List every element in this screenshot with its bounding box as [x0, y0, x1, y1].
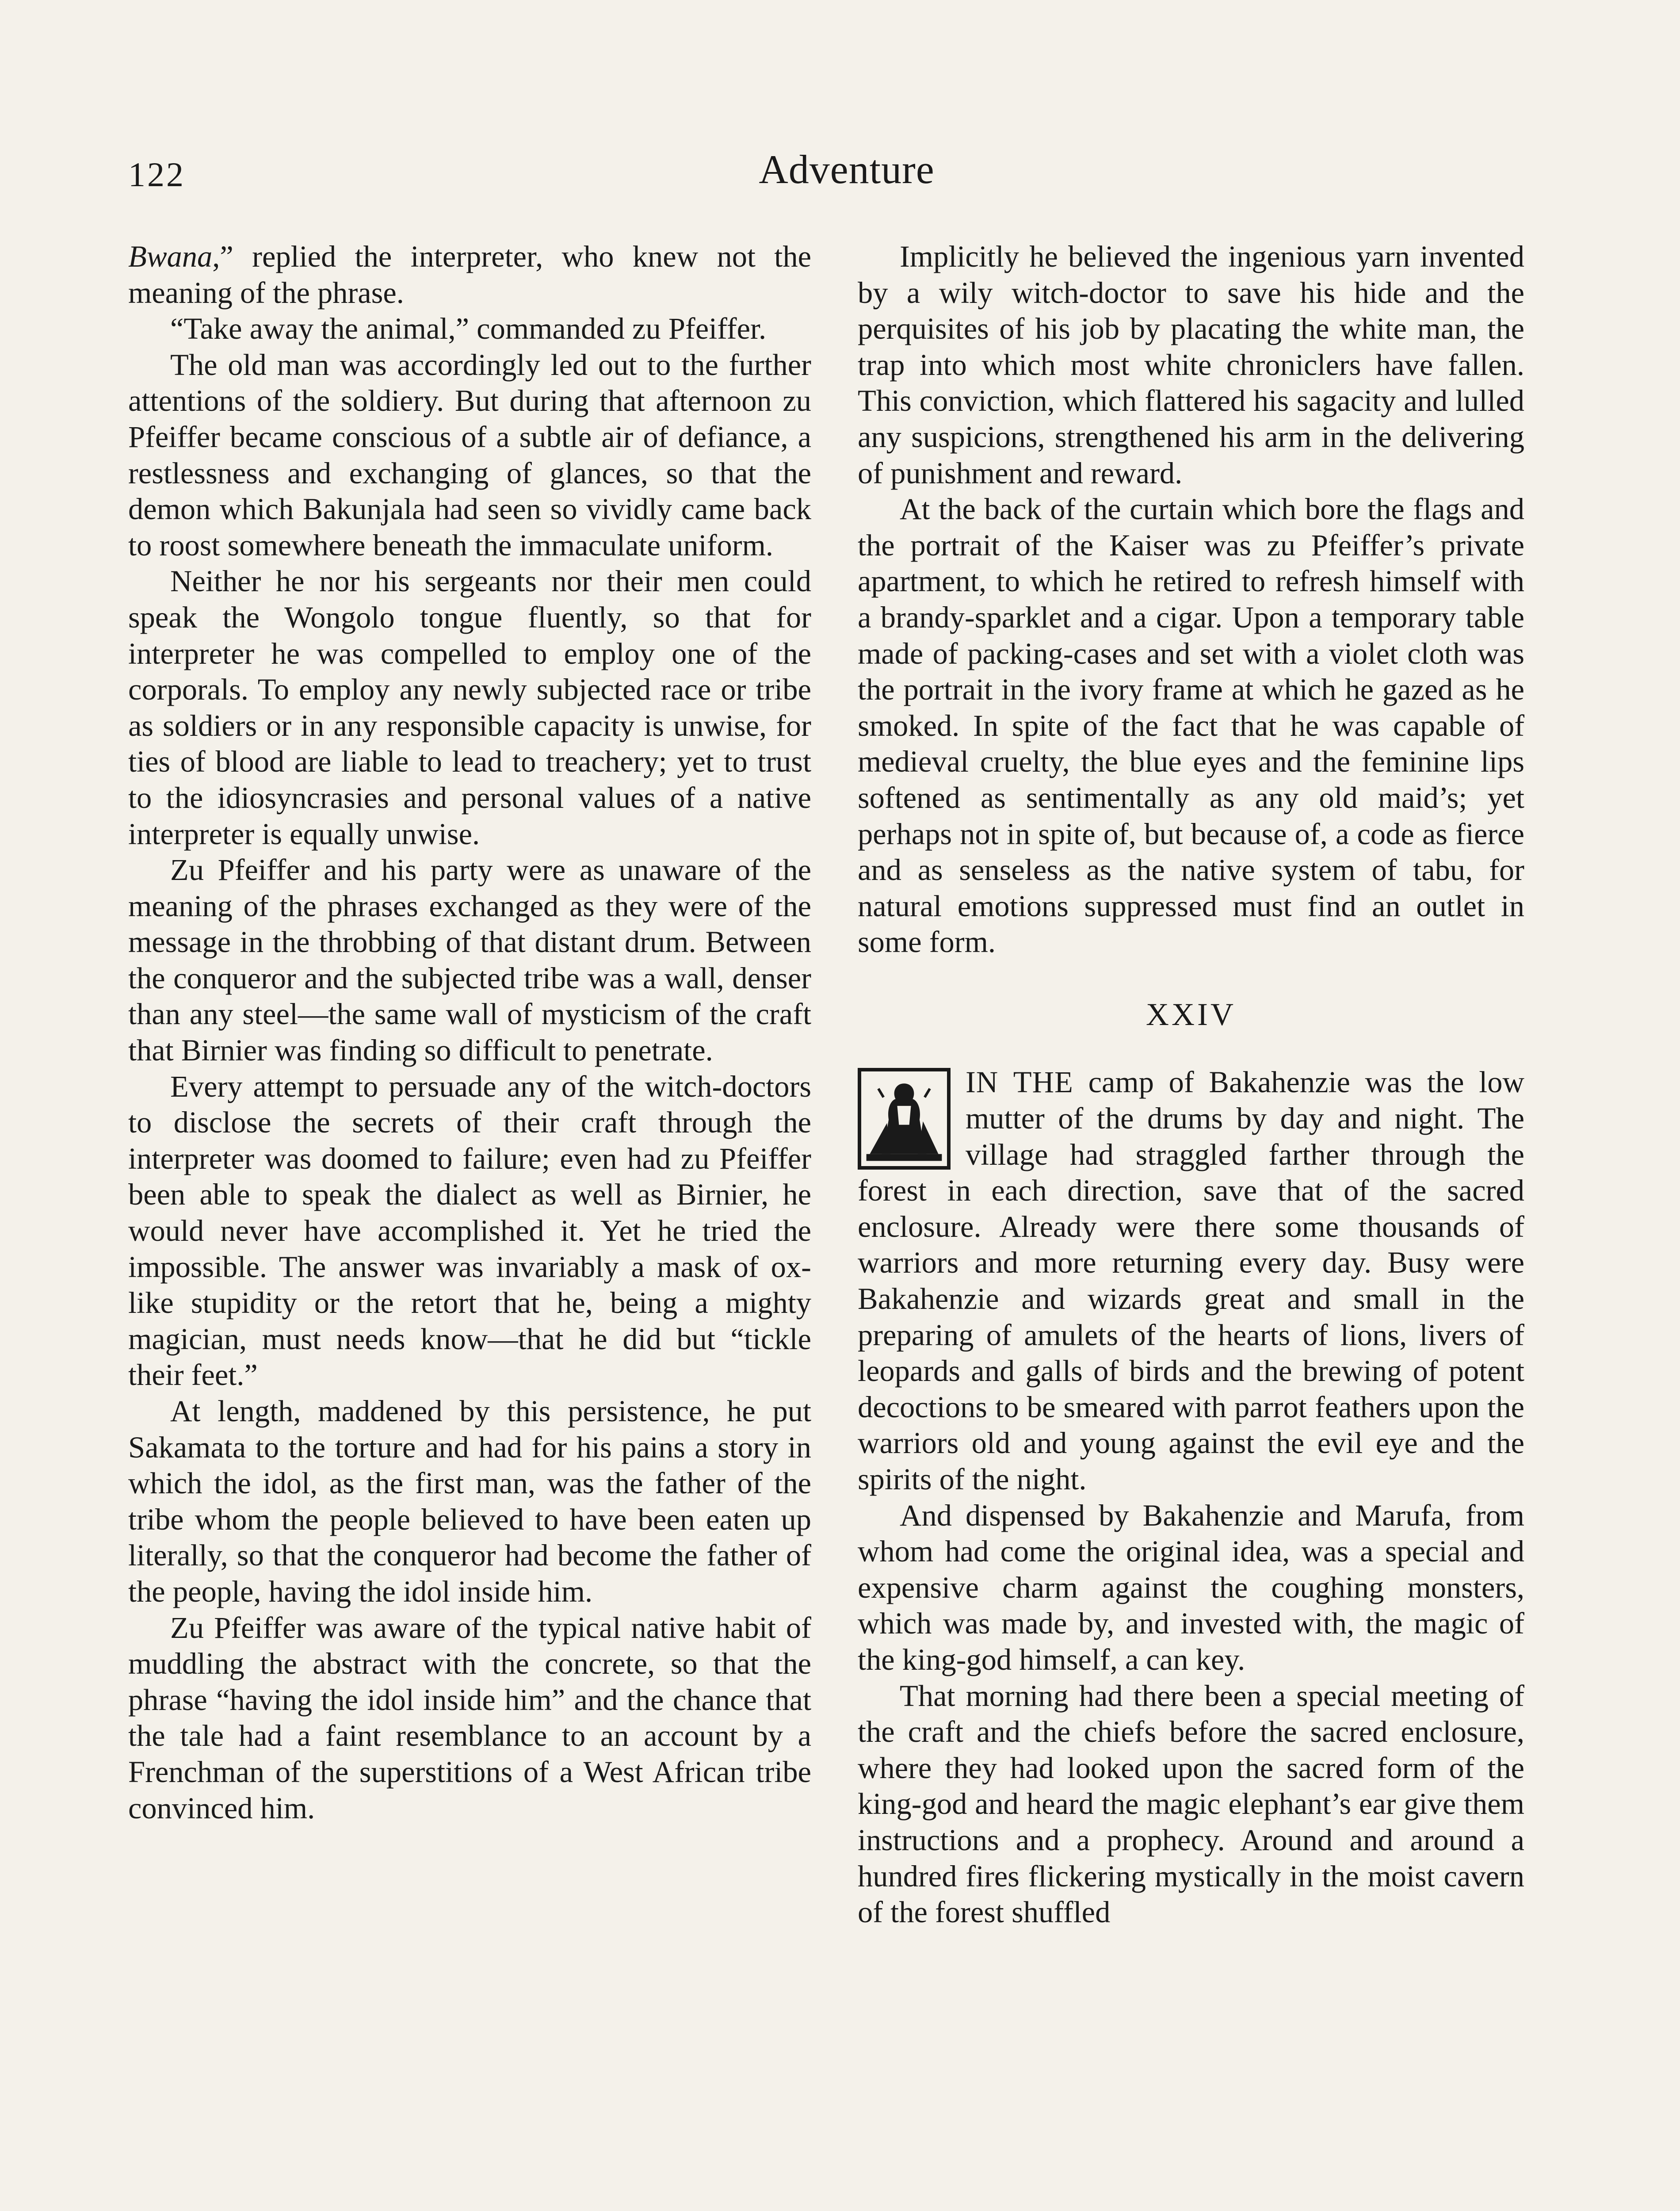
running-head: Adventure: [759, 147, 935, 192]
paragraph: At length, maddened by this persistence, he put Sakamata to the torture and had for his pains a story in which the idol, as the first man, was the father of the tribe whom the people believed to have been eaten up literally, so that the conqueror had become the father of the people, having the idol inside him.: [128, 1394, 811, 1608]
drop-cap-illustration-icon: [858, 1068, 951, 1170]
paragraph: The old man was accordingly led out to the further attentions of the soldiery. But during that afternoon zu Pfeiffer became conscious of a subtle air of defiance, a restlessness and exchanging of glances, so that the demon which Bakunjala had seen so vividly came back to roost somewhere beneath the immaculate uniform.: [128, 348, 811, 562]
page-header: [128, 146, 1565, 212]
paragraph: Zu Pfeiffer was aware of the typical native habit of muddling the abstract with the concrete, so that the phrase “having the idol inside him” and the chance that the tale had a faint resemblance to an account by a Frenchman of the superstitions of a West African tribe convinced him.: [128, 1610, 811, 1825]
right-column: [858, 239, 1524, 1931]
chapter-heading: XXIV: [1146, 996, 1236, 1032]
paragraph: And dispensed by Bakahenzie and Marufa, from whom had come the original idea, was a special and expensive charm against the coughing monsters, which was made by, and invested with, the magic of the king-god himself, a can key.: [858, 1498, 1524, 1676]
chapter-opening: [858, 1064, 1524, 1497]
opening-text: camp of Bakahenzie was the low mutter of the drums by day and night. The village had straggled farther through the forest in each direction, save that of the sacred enclosure. Already were there some thousands of warriors and more returning every day. Busy were Bakahenzie and wizards great and small in the preparing of amulets of the hearts of lions, livers of leopards and galls of birds and the brewing of potent decoctions to be smeared with parrot feathers upon the warriors old and young against the evil eye and the spirits of the night.: [858, 1065, 1524, 1496]
paragraph: At the back of the curtain which bore the flags and the portrait of the Kaiser was zu Pfeiffer’s private apartment, to which he retired to refresh himself with a brandy-sparklet and a cigar. Upon a temporary table made of packing-cases and set with a violet cloth was the portrait in the ivory frame at which he gazed as he smoked. In spite of the fact that he was capable of medieval cruelty, the blue eyes and the feminine lips softened as sentimentally as any old maid’s; yet perhaps not in spite of, but because of, a code as fierce and as senseless as the native system of tabu, for natural emotions suppressed must find an outlet in some form.: [858, 492, 1524, 959]
paragraph: Implicitly he believed the ingenious yarn invented by a wily witch-doctor to save his hide and the perquisites of his job by placating the white man, the trap into which most white chroniclers have fallen. This conviction, which flattered his sagacity and lulled any suspicions, strengthened his arm in the delivering of punishment and reward.: [858, 240, 1524, 490]
paragraph: Bwana,” replied the interpreter, who knew not the meaning of the phrase.: [128, 240, 811, 310]
paragraph: [858, 1064, 1524, 1497]
paragraph: Every attempt to persuade any of the witch-doctors to disclose the secrets of their craft through the interpreter was doomed to failure; even had zu Pfeiffer been able to speak the dialect as well as Birnier, he would never have accomplished it. Yet he tried the impossible. The answer was invariably a mask of ox-like stupidity or the retort that he, being a mighty magician, must needs know—that he did but “tickle their feet.”: [128, 1069, 811, 1392]
opening-caps: IN THE: [966, 1065, 1073, 1099]
paragraph: “Take away the animal,” commanded zu Pfeiffer.: [170, 312, 767, 346]
paragraph: That morning had there been a special meeting of the craft and the chiefs before the sacred enclosure, where they had looked upon the sacred form of the king-god and heard the magic elephant’s ear give them instructions and a prophecy. Around and around a hundred fires flickering mystically in the moist cavern of the forest shuffled: [858, 1679, 1524, 1929]
page-number: 122: [128, 155, 185, 194]
paragraph: Zu Pfeiffer and his party were as unaware of the meaning of the phrases exchanged as they were of the message in the throbbing of that distant drum. Between the conqueror and the subjected tribe was a wall, denser than any steel—the same wall of mysticism of the craft that Birnier was finding so difficult to penetrate.: [128, 853, 811, 1067]
paragraph: Neither he nor his sergeants nor their men could speak the Wongolo tongue fluently, so that for interpreter he was compelled to employ one of the corporals. To employ any newly subjected race or tribe as soldiers or in any responsible capacity is unwise, for ties of blood are liable to lead to treachery; yet to trust to the idiosyncrasies and personal values of a native interpreter is equally unwise.: [128, 564, 811, 851]
left-column: [128, 239, 811, 1826]
